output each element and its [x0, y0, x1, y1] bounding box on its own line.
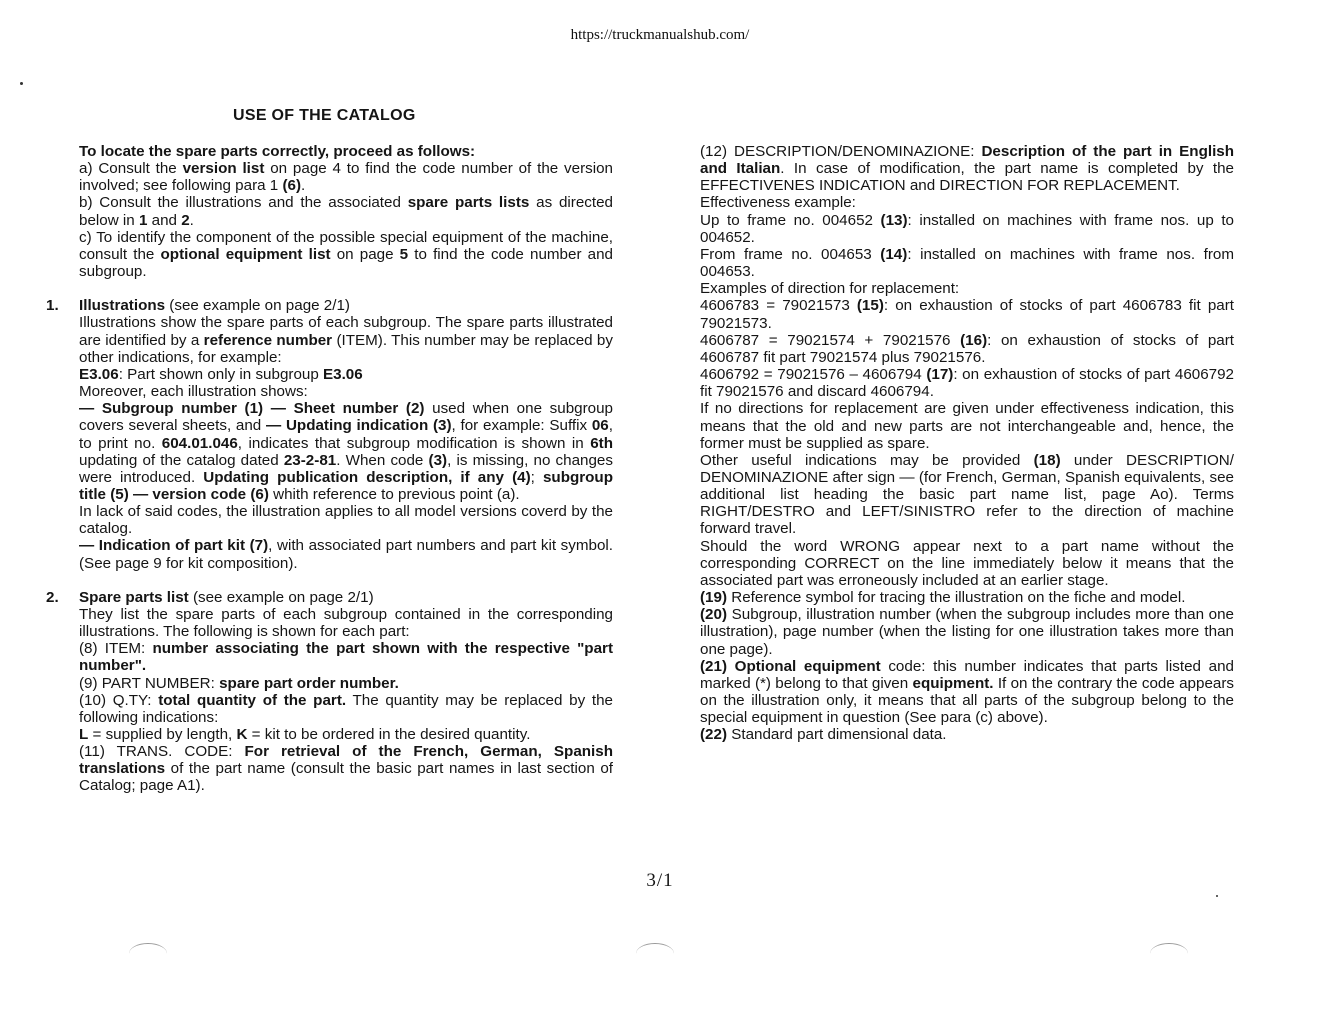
page-number: 3/1 — [646, 870, 674, 891]
paragraph: — Subgroup number (1) — Sheet number (2) used when one subgroup covers several sheets, and — Updating indication (3), for example: Suffix 06, to print no. 604.01.046, indicates that subgroup modification is shown in 6th updating of the catalog dated 23-2-81. When code (3), is missing, no changes were introduced. Updating publication description, if any (4); subgroup title (5) — version code (6) whith reference to previous point (a). — [79, 400, 614, 503]
paragraph: Effectiveness example: — [700, 194, 856, 212]
left-column — [46, 143, 614, 795]
paragraph: They list the spare parts of each subgroup contained in the corresponding illustrations. The following is shown for each part: — [79, 605, 613, 641]
section-spare-parts-list — [46, 588, 613, 795]
paragraph: (9) PART NUMBER: spare part order number. — [79, 674, 399, 692]
intro-item-b: b) Consult the illustrations and the associated spare parts lists as directed below in 1 and 2. — [79, 194, 613, 229]
paragraph: (20) Subgroup, illustration number (when the subgroup includes more than one illustration), page number (when the listing for one illustration takes more than one page). — [700, 606, 1234, 658]
paragraph: (10) Q.TY: total quantity of the part. The quantity may be replaced by the following indications: — [79, 691, 613, 726]
paragraph: 4606792 = 79021576 – 4606794 (17): on exhaustion of stocks of part 4606792 fit 79021576 and discard 4606794. — [700, 366, 1234, 401]
paragraph: In lack of said codes, the illustration applies to all model versions coverd by the catalog. — [79, 503, 613, 538]
binder-hole-center — [636, 943, 674, 964]
paragraph: L = supplied by length, K = kit to be ordered in the desired quantity. — [79, 726, 531, 743]
paragraph: Examples of direction for replacement: — [700, 280, 960, 298]
scan-speck — [1216, 895, 1218, 897]
paragraph: 4606783 = 79021573 (15): on exhaustion of stocks of part 4606783 fit part 79021573. — [700, 297, 1235, 332]
binder-hole-left — [129, 943, 167, 964]
paragraph: (19) Reference symbol for tracing the illustration on the fiche and model. — [700, 589, 1186, 607]
paragraph: (21) Optional equipment code: this number indicates that parts listed and marked (*) belong to that given equipment. If on the contrary the code appears on the illustration only, it means that all parts of the subgroup belong to the special equipment in question (See para (c) above). — [700, 657, 1234, 727]
section-illustrations — [46, 297, 614, 572]
section-number: 2. — [46, 588, 59, 606]
paragraph: From frame no. 004653 (14): installed on machines with frame nos. from 004653. — [700, 245, 1234, 281]
section-heading: Spare parts list (see example on page 2/1) — [79, 588, 374, 606]
paragraph: (8) ITEM: number associating the part shown with the respective "part number". — [79, 640, 613, 675]
scan-speck — [20, 82, 23, 85]
paragraph: — Indication of part kit (7), with associated part numbers and part kit symbol. (See page 9 for kit composition). — [79, 537, 613, 572]
intro-item-c: c) To identify the component of the possible special equipment of the machine, consult the optional equipment list on page 5 to find the code number and subgroup. — [79, 228, 613, 281]
binder-hole-right — [1150, 943, 1188, 964]
paragraph: Other useful indications may be provided (18) under DESCRIPTION/ DENOMINAZIONE after sign — (for French, German, Spanish equivalents, see additional list heading the basic part name list, page Ao). Terms RIGHT/DESTRO and LEFT/SINISTRO refer to the direction of machine forward travel. — [700, 451, 1234, 538]
paragraph: 4606787 = 79021574 + 79021576 (16): on exhaustion of stocks of part 4606787 fit part 79021574 plus 79021576. — [700, 331, 1234, 366]
intro-item-a: a) Consult the version list on page 4 to find the code number of the version involved; see following para 1 (6). — [79, 160, 613, 195]
page-title: USE OF THE CATALOG — [233, 107, 416, 124]
right-column — [700, 143, 1234, 743]
intro-heading: To locate the spare parts correctly, proceed as follows: — [79, 143, 476, 160]
section-number: 1. — [46, 297, 59, 315]
paragraph: Up to frame no. 004652 (13): installed on machines with frame nos. up to 004652. — [700, 211, 1235, 246]
paragraph: (11) TRANS. CODE: For retrieval of the French, German, Spanish translations of the part name (consult the basic part names in last section of Catalog; page A1). — [79, 743, 613, 795]
section-heading: Illustrations (see example on page 2/1) — [79, 297, 350, 315]
paragraph: If no directions for replacement are given under effectiveness indication, this means that the old and new parts are not interchangeable and, hence, the former must be supplied as spare. — [700, 400, 1234, 452]
paragraph: Moreover, each illustration shows: — [79, 383, 308, 401]
source-url: https://truckmanualshub.com/ — [570, 27, 750, 43]
paragraph: E3.06: Part shown only in subgroup E3.06 — [79, 365, 363, 383]
paragraph: (22) Standard part dimensional data. — [700, 726, 947, 744]
paragraph: Should the word WRONG appear next to a part name without the corresponding CORRECT on the line immediately below it means that the associated part was erroneously included at an earlier stage. — [700, 537, 1234, 589]
paragraph: (12) DESCRIPTION/DENOMINAZIONE: Description of the part in English and Italian. In case of modification, the part name is completed by the EFFECTIVENES INDICATION and DIRECTION FOR REPLACEMENT. — [700, 143, 1235, 195]
paragraph: Illustrations show the spare parts of each subgroup. The spare parts illustrated are identified by a reference number (ITEM). This number may be replaced by other indications, for example: — [79, 314, 613, 366]
